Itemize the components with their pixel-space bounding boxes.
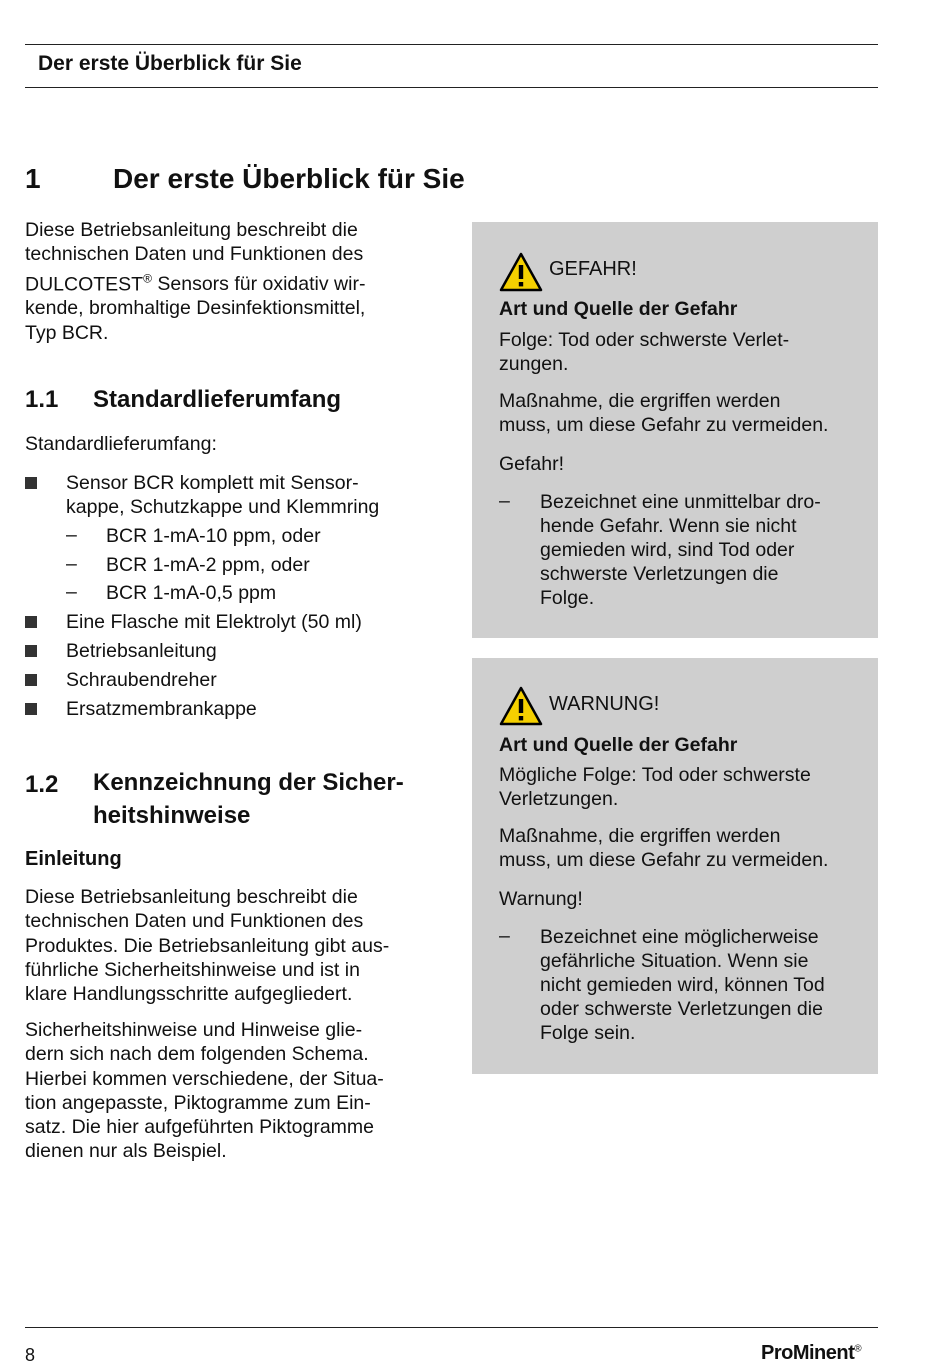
description-line: oder schwerste Verletzungen die	[540, 998, 823, 1020]
sub-list-item: BCR 1-mA-10 ppm, oder	[106, 525, 321, 547]
square-bullet-icon	[25, 477, 37, 489]
consequence-line: Folge: Tod oder schwerste Verlet-	[499, 329, 790, 351]
intro-line: Diese Betriebsanleitung beschreibt die	[25, 219, 358, 241]
list-item: Schraubendreher	[66, 669, 217, 691]
paragraph-line: klare Handlungsschritte aufgegliedert.	[25, 983, 353, 1006]
product-name: DULCOTEST	[25, 273, 144, 296]
description-line: gemieden wird, sind Tod oder	[540, 539, 795, 561]
paragraph-line: Diese Betriebsanleitung beschreibt die	[25, 886, 358, 908]
description-line: Folge.	[540, 587, 595, 609]
dash-bullet: –	[66, 581, 77, 603]
introduction-paragraph	[25, 885, 435, 1006]
intro-line: Typ BCR.	[25, 321, 109, 344]
square-bullet-icon	[25, 645, 37, 657]
dash-bullet: –	[66, 524, 77, 546]
running-title: Der erste Überblick für Sie	[38, 52, 302, 75]
intro-paragraph	[25, 218, 435, 345]
header-top-rule	[25, 44, 878, 45]
delivery-label: Standardlieferumfang:	[25, 433, 217, 455]
section-title: Standardlieferumfang	[93, 386, 342, 413]
paragraph-line: dern sich nach dem folgenden Schema.	[25, 1043, 369, 1066]
square-bullet-icon	[25, 703, 37, 715]
paragraph-line: Hierbei kommen verschiedene, der Situa-	[25, 1067, 384, 1090]
section-number: 1.1	[25, 386, 59, 413]
signal-word-text: Gefahr!	[499, 453, 565, 475]
paragraph-line: dienen nur als Beispiel.	[25, 1140, 227, 1163]
square-bullet-icon	[25, 674, 37, 686]
dash-bullet: –	[499, 490, 510, 512]
paragraph-line: technischen Daten und Funktionen des	[25, 910, 364, 933]
description-line: hende Gefahr. Wenn sie nicht	[540, 515, 797, 537]
warning-triangle-icon	[499, 252, 543, 292]
registered-mark: ®	[854, 1343, 862, 1355]
section-heading-1-1	[25, 383, 445, 416]
subheading: Einleitung	[25, 848, 122, 870]
danger-notice-box	[472, 222, 878, 638]
dash-bullet: –	[499, 925, 510, 947]
description-line: nicht gemieden wird, können Tod	[540, 974, 825, 996]
footer-rule	[25, 1327, 878, 1328]
header-bottom-rule	[25, 87, 878, 88]
list-item: Sensor BCR komplett mit Sensor-	[66, 472, 359, 494]
page-number: 8	[25, 1345, 36, 1365]
signal-word-text: Warnung!	[499, 888, 583, 910]
intro-line	[25, 267, 435, 297]
intro-line: kende, bromhaltige Desinfektionsmittel,	[25, 297, 366, 320]
chapter-number: 1	[25, 163, 41, 194]
measure-line: muss, um diese Gefahr zu vermeiden.	[499, 414, 829, 436]
consequence-line: Mögliche Folge: Tod oder schwerste	[499, 764, 811, 786]
list-item: Eine Flasche mit Elektrolyt (50 ml)	[66, 611, 362, 633]
consequence-line: zungen.	[499, 353, 569, 375]
intro-line: technischen Daten und Funktionen des	[25, 243, 364, 266]
description-line: Bezeichnet eine unmittelbar dro-	[540, 491, 821, 513]
warning-triangle-icon	[499, 686, 543, 726]
sub-list-item: BCR 1-mA-0,5 ppm	[106, 582, 277, 604]
measure-line: muss, um diese Gefahr zu vermeiden.	[499, 849, 829, 871]
signal-word: WARNUNG!	[549, 693, 660, 715]
measure-line: Maßnahme, die ergriffen werden	[499, 825, 781, 847]
paragraph-line: Sicherheitshinweise und Hinweise glie-	[25, 1019, 363, 1041]
warning-notice-box	[472, 658, 878, 1074]
section-title-line: heitshinweise	[93, 802, 251, 829]
logo-text: ProMinent	[761, 1342, 855, 1364]
intro-line-rest: ® Sensors für oxidativ wir-	[143, 271, 366, 296]
list-item: Betriebsanleitung	[66, 640, 217, 662]
hazard-heading: Art und Quelle der Gefahr	[499, 734, 738, 756]
paragraph-line: tion angepasste, Piktogramme zum Ein-	[25, 1091, 371, 1114]
consequence-line: Verletzungen.	[499, 788, 619, 810]
measure-line: Maßnahme, die ergriffen werden	[499, 390, 781, 412]
section-number: 1.2	[25, 771, 59, 798]
paragraph-line: führliche Sicherheitshinweise und ist in	[25, 958, 360, 981]
brand-logo	[761, 1342, 861, 1365]
section-title-line: Kennzeichnung der Sicher-	[93, 769, 404, 796]
sub-list-item: BCR 1-mA-2 ppm, oder	[106, 554, 310, 576]
description-line: schwerste Verletzungen die	[540, 563, 779, 585]
description-line: gefährliche Situation. Wenn sie	[540, 950, 809, 972]
chapter-title: Der erste Überblick für Sie	[113, 163, 465, 194]
dash-bullet: –	[66, 553, 77, 575]
list-item-continuation: kappe, Schutzkappe und Klemmring	[66, 496, 380, 518]
chapter-heading	[25, 163, 465, 195]
registered-mark: ®	[143, 271, 152, 286]
hazard-heading: Art und Quelle der Gefahr	[499, 298, 738, 320]
list-item: Ersatzmembrankappe	[66, 698, 257, 720]
square-bullet-icon	[25, 616, 37, 628]
description-line: Bezeichnet eine möglicherweise	[540, 926, 819, 948]
paragraph-line: Produktes. Die Betriebsanleitung gibt aus-	[25, 934, 390, 957]
description-line: Folge sein.	[540, 1022, 636, 1044]
paragraph-line: satz. Die hier aufgeführten Piktogramme	[25, 1116, 375, 1139]
signal-word: GEFAHR!	[549, 258, 637, 280]
schema-paragraph	[25, 1018, 435, 1164]
section-heading-1-2	[25, 766, 445, 832]
